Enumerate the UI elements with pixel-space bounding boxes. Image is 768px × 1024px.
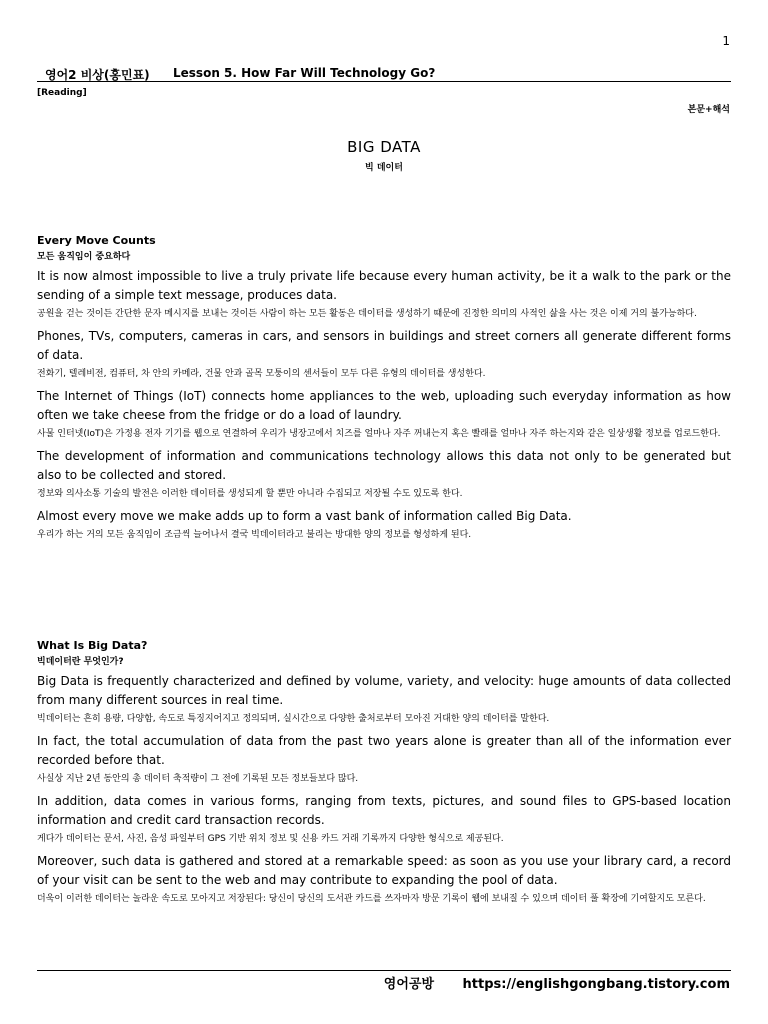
korean-translation: 게다가 데이터는 문서, 사진, 음성 파일부터 GPS 기반 위치 정보 및 신용 카드 거래 기록까지 다양한 형식으로 제공된다. (37, 834, 504, 844)
paragraph (37, 387, 731, 443)
korean-translation: 사실상 지난 2년 동안의 총 데이터 축적량이 그 전에 기록된 모든 정보들보다 많다. (37, 774, 359, 784)
korean-translation: 빅데이터는 흔히 용량, 다양함, 속도로 특징지어지고 정의되며, 실시간으로 다양한 출처로부터 모아진 거대한 양의 데이터를 말한다. (37, 714, 550, 724)
paragraph (37, 852, 731, 908)
paragraph (37, 672, 731, 728)
section-heading-translation: 빅데이터란 무엇인가? (37, 657, 124, 667)
section-heading: Every Move Counts (37, 234, 156, 247)
korean-translation: 전화기, 텔레비전, 컴퓨터, 차 안의 카메라, 건물 안과 골목 모퉁이의 센서들이 모두 다른 유형의 데이터를 생성한다. (37, 369, 486, 379)
english-sentence: The development of information and communications technology allows this data not only to be generated but also to be collected and stored. (37, 449, 731, 482)
page-number: 1 (722, 34, 730, 48)
korean-translation: 공원을 걷는 것이든 간단한 문자 메시지를 보내는 것이든 사람이 하는 모든 활동은 데이터를 생성하기 때문에 진정한 의미의 사적인 삶을 사는 것은 이제 거의 불가능하다. (37, 309, 697, 319)
korean-translation: 더욱이 이러한 데이터는 놀라운 속도로 모아지고 저장된다: 당신이 당신의 도서관 카드를 쓰자마자 방문 기록이 웹에 보내질 수 있으며 데이터 풀 확장에 기여할지도 모른다. (37, 894, 706, 904)
paragraph (37, 732, 731, 788)
english-sentence: In fact, the total accumulation of data from the past two years alone is greater than all of the information ever recorded before that. (37, 734, 731, 767)
paragraph (37, 507, 731, 544)
paragraph (37, 447, 731, 503)
paragraph (37, 792, 731, 848)
content-note: 본문+해석 (687, 105, 730, 115)
section-tag: [Reading] (37, 88, 87, 98)
document-header (37, 66, 731, 82)
paragraph (37, 327, 731, 383)
english-sentence: The Internet of Things (IoT) connects home appliances to the web, uploading such everyday information as how often we take cheese from the fridge or do a load of laundry. (37, 389, 731, 422)
english-sentence: Almost every move we make adds up to form a vast bank of information called Big Data. (37, 509, 572, 523)
footer-brand: 영어공방 (383, 977, 435, 992)
lesson-title: Lesson 5. How Far Will Technology Go? (173, 66, 436, 80)
section-heading-translation: 모든 움직임이 중요하다 (37, 252, 131, 262)
section-what-is-big-data (37, 639, 731, 912)
footer-divider (37, 970, 731, 971)
english-sentence: It is now almost impossible to live a truly private life because every human activity, be it a walk to the park or the sending of a simple text message, produces data. (37, 269, 731, 302)
footer-url[interactable]: https://englishgongbang.tistory.com (462, 977, 730, 992)
english-sentence: Moreover, such data is gathered and stored at a remarkable speed: as soon as you use your library card, a record of your visit can be sent to the web and may contribute to expanding the pool of data. (37, 854, 731, 887)
korean-translation: 사물 인터넷(IoT)은 가정용 전자 기기를 웹으로 연결하여 우리가 냉장고에서 치즈를 얼마나 자주 꺼내는지 혹은 빨래를 얼마나 자주 하는지와 같은 일상생활 정보를 업로드한다. (37, 429, 721, 439)
english-sentence: Big Data is frequently characterized and defined by volume, variety, and velocity: huge amounts of data collected from many different sources in real time. (37, 674, 731, 707)
subject-label: 영어2 비상(홍민표) (45, 68, 150, 82)
english-sentence: In addition, data comes in various forms, ranging from texts, pictures, and sound files to GPS-based location information and credit card transaction records. (37, 794, 731, 827)
korean-translation: 정보와 의사소통 기술의 발전은 이러한 데이터를 생성되게 할 뿐만 아니라 수집되고 저장될 수도 있도록 한다. (37, 489, 463, 499)
korean-translation: 우리가 하는 거의 모든 움직임이 조금씩 늘어나서 결국 빅데이터라고 불리는 방대한 양의 정보를 형성하게 된다. (37, 530, 472, 540)
section-heading: What Is Big Data? (37, 639, 148, 652)
section-every-move-counts (37, 234, 731, 548)
page-subtitle: 빅 데이터 (365, 163, 403, 173)
page-footer (384, 973, 730, 992)
paragraph (37, 267, 731, 323)
page-title: BIG DATA (347, 138, 421, 156)
english-sentence: Phones, TVs, computers, cameras in cars, and sensors in buildings and street corners all generate different forms of data. (37, 329, 731, 362)
